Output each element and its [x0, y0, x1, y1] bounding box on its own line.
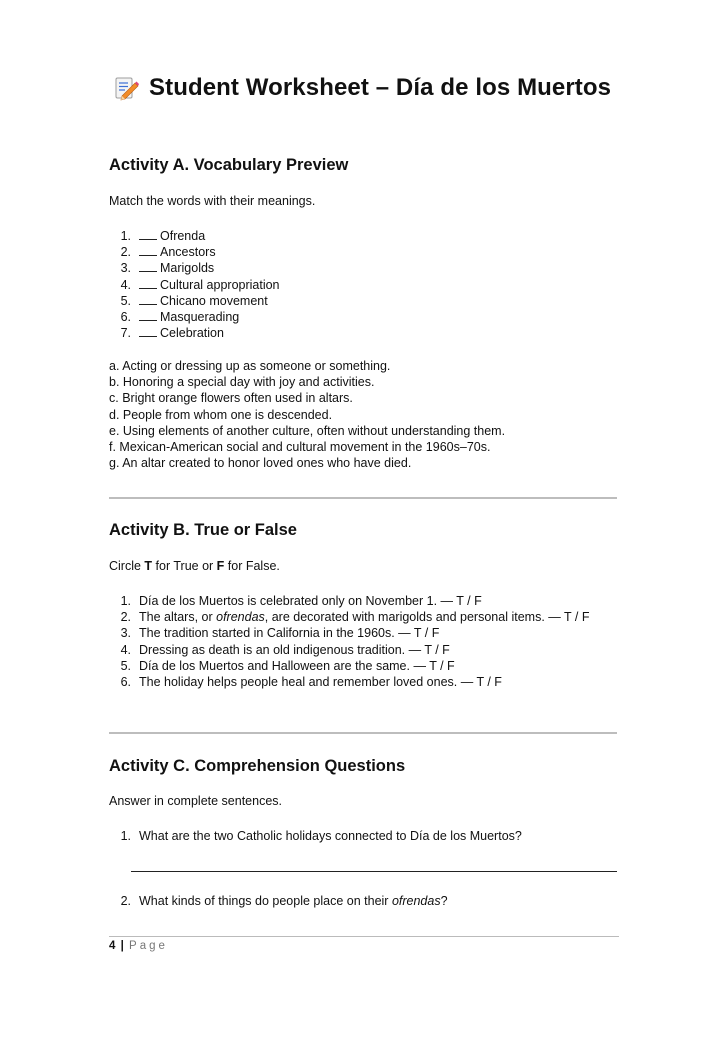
statement-item-text [139, 674, 604, 690]
question-item [109, 893, 448, 909]
statement-item [109, 658, 604, 674]
item-number: 3. [120, 261, 131, 276]
footer-divider [109, 936, 619, 937]
vocab-word: Marigolds [160, 261, 215, 276]
answer-blank[interactable] [139, 260, 157, 272]
activity-b-instruction: Circle T for True or F for False. [109, 559, 280, 573]
item-number: 1. [120, 229, 131, 243]
question-item-text [139, 828, 522, 844]
statement-item-text [139, 642, 604, 658]
page-title-text: Student Worksheet – Día de los Muertos [149, 74, 612, 101]
item-number: 5. [120, 658, 131, 673]
true-false-list [109, 593, 604, 690]
vocab-item [109, 325, 280, 341]
vocab-word: Ancestors [160, 245, 216, 260]
answer-blank[interactable] [139, 244, 157, 256]
item-number: 2. [120, 610, 131, 625]
activity-a-instruction: Match the words with their meanings. [109, 194, 316, 208]
item-number: 7. [120, 326, 131, 341]
memo-icon [113, 75, 139, 101]
vocab-text [139, 293, 268, 309]
emphasized-term: ofrendas [216, 610, 265, 625]
statement-item [109, 593, 604, 609]
statement-item [109, 625, 604, 641]
vocab-item [109, 293, 280, 309]
activity-c-instruction: Answer in complete sentences. [109, 794, 283, 808]
vocab-text [139, 228, 205, 244]
item-number: 5. [120, 293, 131, 308]
comprehension-question [109, 828, 522, 844]
definition-item: d. People from whom one is descended. [109, 407, 333, 422]
vocab-item [109, 228, 280, 244]
text-segment: What are the two Catholic holidays connected to Día de los Muertos? [139, 829, 522, 843]
item-number: 6. [120, 675, 131, 690]
vocab-item [109, 260, 280, 276]
item-number: 2. [120, 894, 131, 908]
statement-item-text [139, 625, 604, 641]
item-number: 1. [120, 829, 131, 843]
answer-blank[interactable] [139, 309, 157, 321]
vocab-text [139, 325, 224, 341]
item-number: 2. [120, 245, 131, 260]
definition-item: g. An altar created to honor loved ones who have died. [109, 456, 412, 471]
vocab-word: Celebration [160, 326, 224, 341]
text-segment: What kinds of things do people place on their [139, 894, 392, 908]
page-label: Page [129, 940, 168, 952]
vocab-text [139, 260, 214, 276]
answer-line[interactable] [131, 871, 617, 872]
definition-item: b. Honoring a special day with joy and activities. [109, 375, 375, 390]
statement-item [109, 642, 604, 658]
activity-b-heading: Activity B. True or False [109, 521, 297, 539]
activity-a-heading: Activity A. Vocabulary Preview [109, 156, 349, 174]
emphasized-term: ofrendas [391, 894, 441, 908]
answer-blank[interactable] [139, 293, 157, 305]
vocab-word: Cultural appropriation [160, 277, 280, 292]
vocab-word: Masquerading [160, 310, 240, 325]
answer-blank[interactable] [139, 228, 157, 240]
text-segment: The tradition started in California in the 1960s. — T / F [139, 626, 440, 641]
vocab-word: Ofrenda [160, 229, 206, 243]
section-divider [109, 497, 617, 499]
vocab-item [109, 277, 280, 293]
answer-blank[interactable] [139, 325, 157, 337]
text-segment: The holiday helps people heal and remember loved ones. — T / F [139, 675, 502, 690]
vocab-item [109, 244, 280, 260]
vocabulary-list [109, 228, 280, 341]
statement-item-text [139, 593, 604, 609]
question-item [109, 828, 522, 844]
statement-item [109, 674, 604, 690]
activity-c-heading: Activity C. Comprehension Questions [109, 757, 406, 775]
answer-blank[interactable] [139, 277, 157, 289]
vocab-word: Chicano movement [160, 293, 268, 308]
question-item-text [139, 893, 448, 909]
item-number: 6. [120, 310, 131, 325]
statement-item-text [139, 658, 604, 674]
item-number: 3. [120, 626, 131, 641]
vocab-text [139, 244, 216, 260]
item-number: 4. [120, 277, 131, 292]
definitions-list [109, 358, 505, 471]
vocab-text [139, 277, 280, 293]
definition-item: c. Bright orange flowers often used in altars. [109, 391, 353, 406]
vocab-item [109, 309, 280, 325]
text-segment: , are decorated with marigolds and personal items. — T / F [264, 610, 590, 625]
item-number: 1. [120, 594, 131, 608]
text-segment: Dressing as death is an old indigenous tradition. — T / F [139, 642, 450, 657]
definition-item: f. Mexican-American social and cultural movement in the 1960s–70s. [109, 440, 491, 455]
page-number: 4 [109, 940, 116, 952]
definition-item: e. Using elements of another culture, often without understanding them. [109, 423, 506, 438]
definition-item: a. Acting or dressing up as someone or something. [109, 359, 391, 373]
footer-separator: | [120, 940, 124, 952]
statement-item-text [139, 609, 604, 625]
text-segment: Día de los Muertos and Halloween are the same. — T / F [139, 658, 455, 673]
statement-item [109, 609, 604, 625]
item-number: 4. [120, 642, 131, 657]
comprehension-question [109, 893, 448, 909]
section-divider [109, 732, 617, 734]
text-segment: ? [440, 894, 448, 908]
vocab-text [139, 309, 239, 325]
page-title [113, 74, 611, 102]
text-segment: Día de los Muertos is celebrated only on November 1. — T / F [139, 594, 482, 608]
text-segment: The altars, or [139, 610, 217, 625]
page-footer [109, 940, 168, 952]
